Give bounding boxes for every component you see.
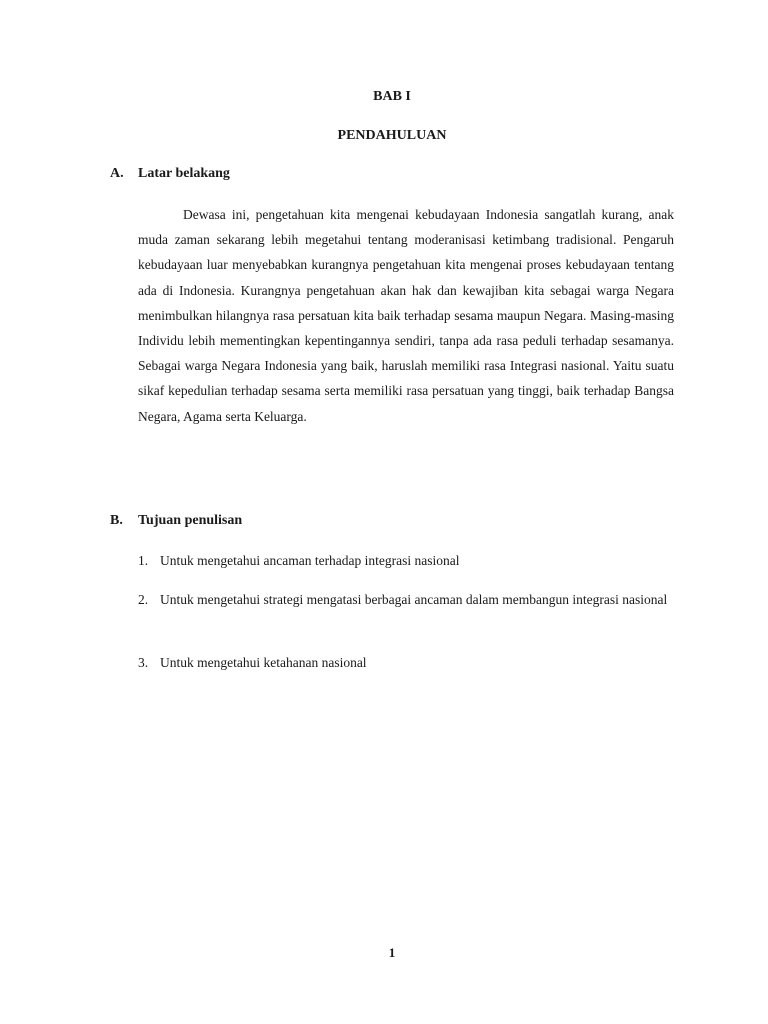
background-paragraph: Dewasa ini, pengetahuan kita mengenai kebudayaan Indonesia sangatlah kurang, anak muda zaman sekarang lebih megetahui tentang moderanisasi ketimbang tradisional. Pengaruh kebudayaan luar menyebabkan kurangnya pengetahuan kita mengenai proses kebudayaan tentang ada di Indonesia. Kurangnya pengetahuan akan hak dan kewajiban kita sebagai warga Negara menimbulkan hilangnya rasa persatuan kita baik terhadap sesama maupun Negara. Masing-masing Individu lebih mementingkan kepentingannya sendiri, tanpa ada rasa peduli terhadap sesamanya. Sebagai warga Negara Indonesia yang baik, haruslah memiliki rasa Integrasi nasional. Yaitu suatu sikaf kepedulian terhadap sesama serta memiliki rasa persatuan yang tinggi, baik terhadap Bangsa Negara, Agama serta Keluarga. [138, 207, 674, 424]
list-item-number: 3. [138, 655, 149, 670]
section-letter: A. [110, 166, 124, 181]
list-item-text: Untuk mengetahui ancaman terhadap integrasi nasional [160, 553, 460, 568]
list-item-number: 2. [138, 592, 149, 607]
list-item [138, 650, 674, 676]
section-title: Tujuan penulisan [138, 513, 243, 528]
chapter-title: PENDAHULUAN [337, 128, 447, 143]
list-item [138, 587, 674, 613]
section-letter: B. [110, 513, 123, 528]
chapter-number: BAB I [373, 89, 411, 104]
list-item [138, 548, 674, 574]
list-item-number: 1. [138, 553, 149, 568]
section-title: Latar belakang [138, 166, 230, 181]
section-heading-tujuan-penulisan [110, 513, 242, 529]
list-item-text: Untuk mengetahui strategi mengatasi berbagai ancaman dalam membangun integrasi nasional [160, 592, 668, 607]
list-item-text: Untuk mengetahui ketahanan nasional [160, 655, 367, 670]
section-heading-latar-belakang [110, 166, 230, 182]
page-number: 1 [388, 945, 396, 960]
